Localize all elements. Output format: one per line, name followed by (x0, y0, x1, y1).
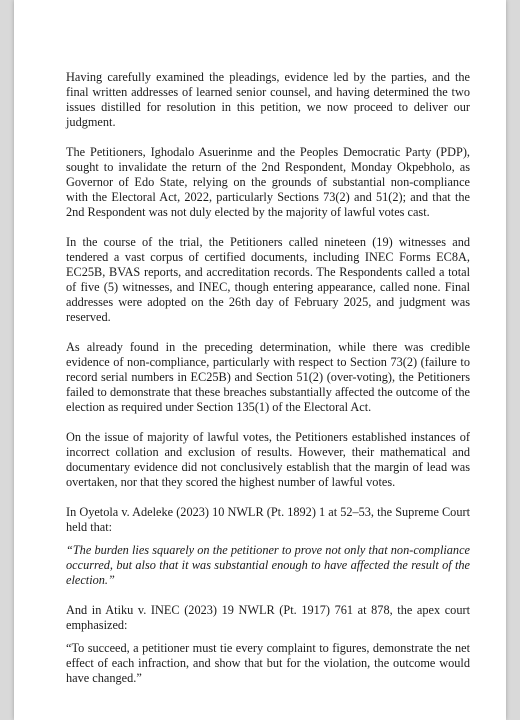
quote-oyetola: “The burden lies squarely on the petitioner to prove not only that non-compliance occurred, but also that it was substantial enough to have affected the result of the election.” (66, 543, 470, 587)
quote-atiku: “To succeed, a petitioner must tie every complaint to figures, demonstrate the net effect of each infraction, and show that but for the violation, the outcome would have changed.” (66, 641, 470, 685)
paragraph-trial-course: In the course of the trial, the Petitioners called nineteen (19) witnesses and tendered a vast corpus of certified documents, including INEC Forms EC8A, EC25B, BVAS reports, and accreditation records. The Respondents called a total of five (5) witnesses, and INEC, though entering appearance, called none. Final addresses were adopted on the 26th day of February 2025, and judgment was reserved. (66, 235, 470, 324)
paragraph-atiku-citation: And in Atiku v. INEC (2023) 19 NWLR (Pt. 1917) 761 at 878, the apex court emphasized: (66, 603, 470, 632)
paragraph-non-compliance-finding: As already found in the preceding determination, while there was credible evidence of non-compliance, particularly with respect to Section 73(2) (failure to record serial numbers in EC25B) and Section 51(2) (over-voting), the Petitioners failed to demonstrate that these breaches substantially affected the outcome of the election as required under Section 135(1) of the Electoral Act. (66, 340, 470, 414)
document-page (14, 0, 506, 720)
paragraph-petitioners-claim: The Petitioners, Ighodalo Asuerinme and the Peoples Democratic Party (PDP), sought to invalidate the return of the 2nd Respondent, Monday Okpebholo, as Governor of Edo State, relying on the grounds of substantial non-compliance with the Electoral Act, 2022, particularly Sections 73(2) and 51(2); and that the 2nd Respondent was not duly elected by the majority of lawful votes cast. (66, 145, 470, 219)
paragraph-oyetola-citation: In Oyetola v. Adeleke (2023) 10 NWLR (Pt. 1892) 1 at 52–53, the Supreme Court held that: (66, 505, 470, 534)
paragraph-lawful-votes-finding: On the issue of majority of lawful votes, the Petitioners established instances of incorrect collation and exclusion of results. However, their mathematical and documentary evidence did not conclusively establish that the margin of lead was overtaken, nor that they scored the highest number of lawful votes. (66, 430, 470, 489)
paragraph-introduction: Having carefully examined the pleadings, evidence led by the parties, and the final written addresses of learned senior counsel, and having determined the two issues distilled for resolution in this petition, we now proceed to deliver our judgment. (66, 70, 470, 129)
judgment-body (66, 70, 470, 686)
